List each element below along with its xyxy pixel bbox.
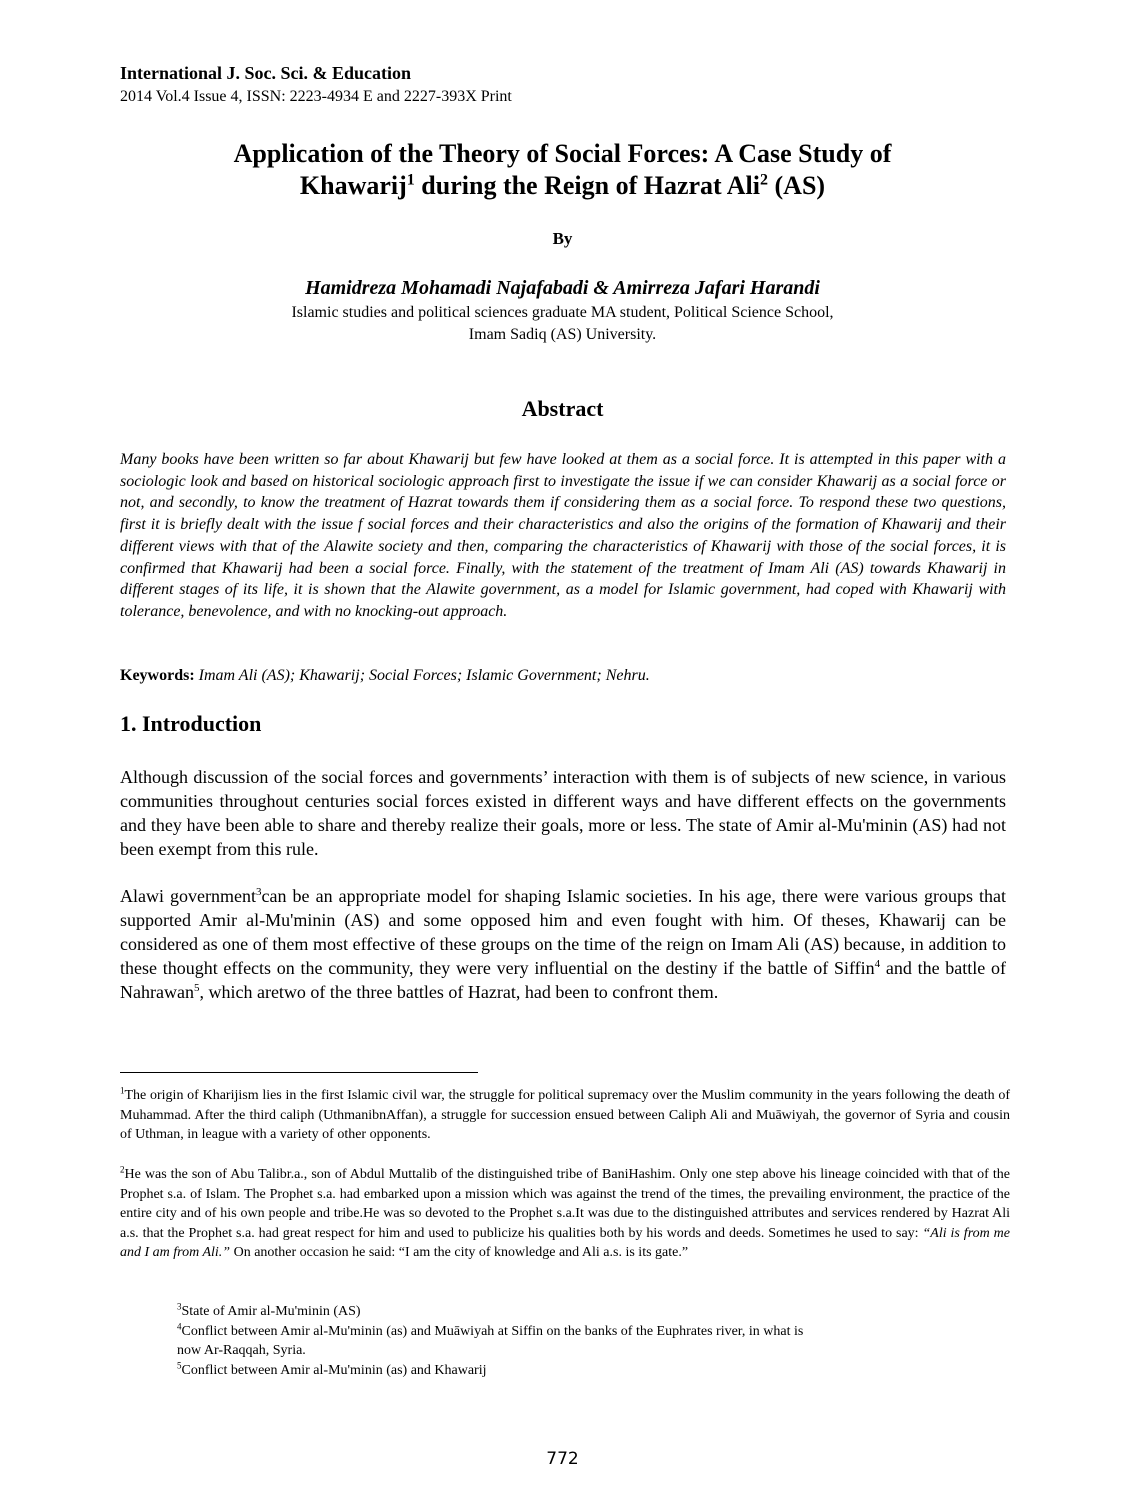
footnote-3-mark: 3 [177,1301,182,1312]
footnote-4-mark: 4 [177,1320,182,1331]
intro-paragraph-2 [120,884,1006,1004]
footnote-4-line-2: now Ar-Raqqah, Syria. [177,1343,306,1358]
affiliation [200,302,925,346]
title-line-2b: during the Reign of Hazrat Ali [414,171,761,200]
journal-issue: 2014 Vol.4 Issue 4, ISSN: 2223-4934 E and 2227-393X Print [120,88,512,105]
footnote-separator [120,1072,478,1073]
footnote-3-text: State of Amir al-Mu'minin (AS) [181,1304,361,1319]
footnote-2-tail: On another occasion he said: “I am the city of knowledge and Ali a.s. is its gate.” [230,1245,689,1260]
footnote-4-line-1: Conflict between Amir al-Mu'minin (as) and Muāwiyah at Siffin on the banks of the Euphrates river, in what is [181,1323,804,1339]
keywords-values: Imam Ali (AS); Khawarij; Social Forces; Islamic Government; Nehru. [194,667,650,684]
footnotes-3-5 [177,1302,957,1380]
footnote-ref-2[interactable]: 2 [760,171,769,189]
para2-text-a: Alawi government [120,886,257,906]
authors: Hamidreza Mohamadi Najafabadi & Amirreza Jafari Harandi [305,277,820,299]
title-line-1: Application of the Theory of Social Forces: A Case Study of [233,139,892,168]
title-line-2c: (AS) [768,171,826,200]
page-number: 772 [546,1449,579,1469]
footnote-2 [120,1165,1010,1263]
footnote-5-text: Conflict between Amir al-Mu'minin (as) and Khawarij [181,1362,487,1378]
footnote-ref-4[interactable]: 4 [874,958,881,970]
section-heading-introduction: 1. Introduction [120,711,262,736]
footnote-5 [177,1361,957,1381]
journal-name: International J. Soc. Sci. & Education [120,63,412,83]
intro-paragraph-1: Although discussion of the social forces and governments’ interaction with them is of subjects of new science, in various communities throughout centuries social forces existed in different ways and have different effects on the governments and they have been able to share and thereby realize their goals, more or less. The state of Amir al-Mu'minin (AS) had not been exempt from this rule. [120,767,1006,859]
keywords [120,666,650,686]
para2-text-c: and the battle of Nahrawan [120,958,1006,1002]
para2-text-d: , which aretwo of the three battles of Hazrat, had been to confront them. [199,982,719,1002]
footnote-3 [177,1302,957,1322]
affiliation-line-2: Imam Sadiq (AS) University. [468,326,657,343]
byline-by: By [552,229,573,248]
keywords-label: Keywords: [120,667,195,684]
footnote-1-mark: 1 [120,1085,125,1096]
footnote-4 [177,1322,957,1342]
paper-title [150,138,975,202]
abstract-text: Many books have been written so far about Khawarij but few have looked at them as a social force. It is attempted in this paper with a sociologic look and based on historical sociologic approach first to investigate the issue if we can consider Khawarij as a social force or not, and secondly, to know the treatment of Hazrat towards them if considering them as a social force. To respond these two questions, first it is briefly dealt with the issue f social forces and their characteristics and also the origins of the formation of Khawarij and their different views with that of the Alawite society and then, comparing the characteristics of Khawarij with those of the social forces, it is confirmed that Khawarij had been a social force. Finally, with the statement of the treatment of Imam Ali (AS) towards Khawarij in different stages of its life, it is shown that the Alawite government, as a model for Islamic government, had coped with Khawarij with tolerance, benevolence, and with no knocking-out approach. [120,451,1006,620]
abstract-heading: Abstract [521,396,604,421]
title-line-2a: Khawarij [299,171,407,200]
footnote-2-quote: “Ali is from me and I am from Ali.” [120,1225,1010,1260]
footnote-ref-5[interactable]: 5 [193,982,200,994]
footnote-1 [120,1086,1010,1145]
footnote-ref-3[interactable]: 3 [256,886,262,898]
footnote-ref-1[interactable]: 1 [406,171,415,189]
affiliation-line-1: Islamic studies and political sciences graduate MA student, Political Science School, [291,304,834,321]
footnote-4-cont [177,1341,957,1361]
footnote-2-text: He was the son of Abu Talibr.a., son of Abdul Muttalib of the distinguished tribe of BaniHashim. Only one step above his lineage coincided with that of the Prophet s.a. of Islam. The Prophet s.a. had embarked upon a mission which was against the trend of the times, the prevailing environment, the practice of the entire city and of his own people and tribe.He was so devoted to the Prophet s.a.It was due to the distinguished attributes and services rendered by Hazrat Ali a.s. that the Prophet s.a. had great respect for him and used to publicize his qualities both by his words and deeds. Sometimes he used to say: [120,1167,1010,1241]
para2-text-b: can be an appropriate model for shaping Islamic societies. In his age, there were various groups that supported Amir al-Mu'minin (AS) and some opposed him and even fought with him. Of theses, Khawarij can be considered as one of them most effective of these groups on the time of the reign on Imam Ali (AS) because, in addition to these thought effects on the community, they were very influential on the destiny if the battle of Siffin [120,886,1006,978]
footnote-2-mark: 2 [120,1164,125,1175]
footnote-5-mark: 5 [177,1359,182,1370]
footnote-1-text: The origin of Kharijism lies in the first Islamic civil war, the struggle for political supremacy over the Muslim community in the years following the death of Muhammad. After the third caliph (UthmanibnAffan), a struggle for succession ensued between Caliph Ali and Muāwiyah, the governor of Syria and cousin of Uthman, in league with a variety of other opponents. [120,1088,1010,1142]
